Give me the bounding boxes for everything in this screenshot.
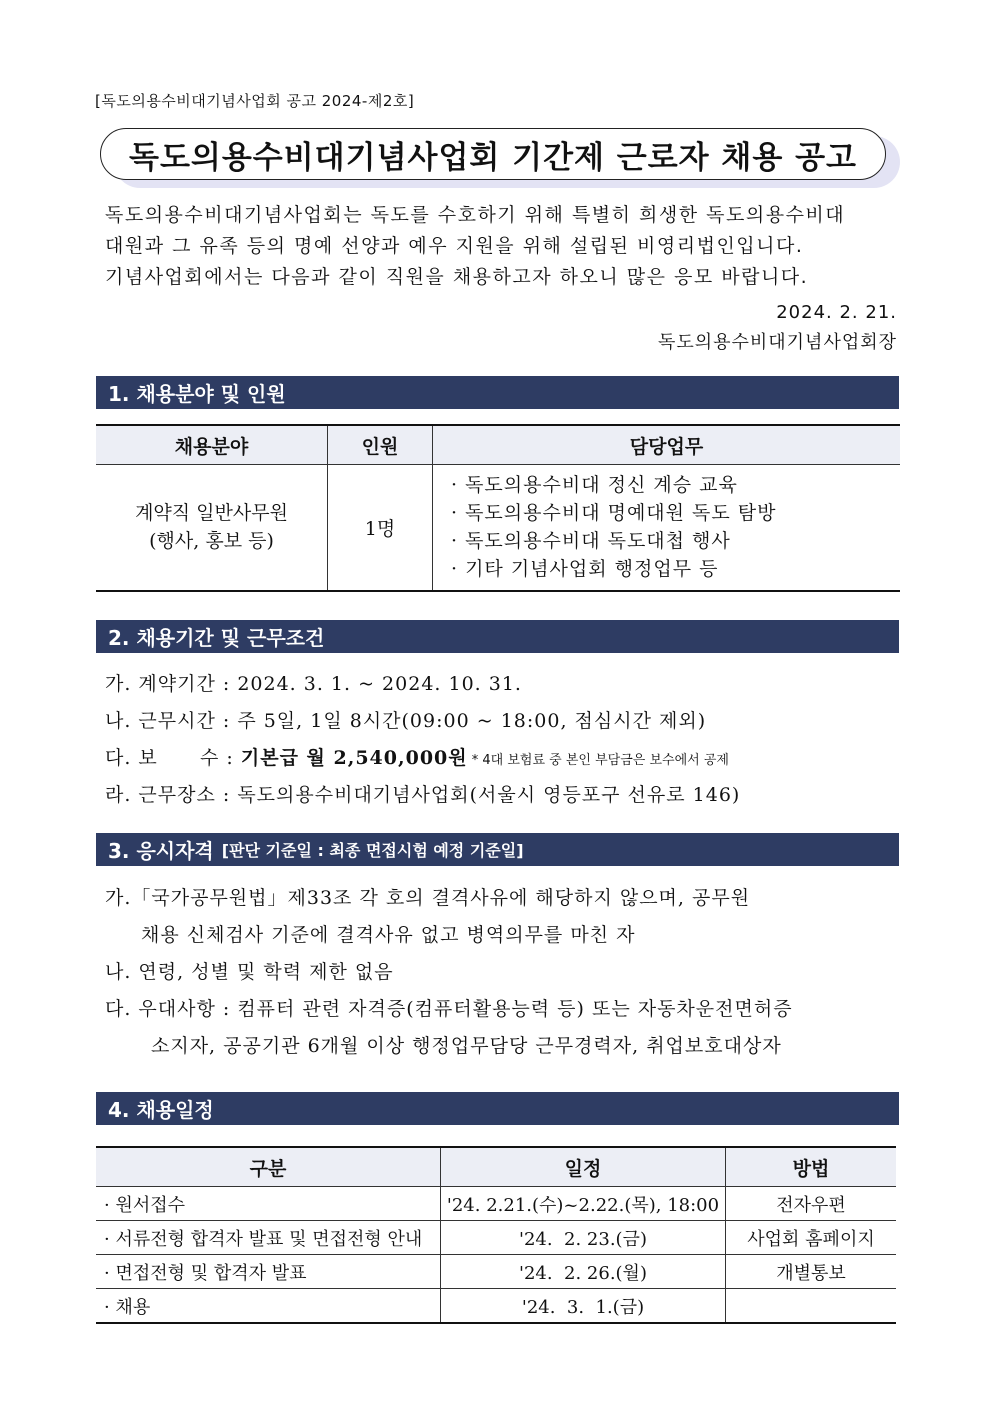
section-title: 2. 채용기간 및 근무조건 [108, 626, 325, 650]
notice-reference: [독도의용수비대기념사업회 공고 2024-제2호] [95, 92, 415, 110]
section-4-header [96, 1092, 899, 1125]
schedule-date: '24. 2. 26.(월) [441, 1255, 726, 1289]
qualification-a: 가.「국가공무원법」제33조 각 호의 결격사유에 해당하지 않으며, 공무원 [105, 887, 751, 909]
schedule-item: · 채용 [96, 1289, 441, 1324]
intro-line: 대원과 그 유족 등의 명예 선양과 예우 지원을 위해 설립된 비영리법인입니다. [105, 235, 804, 257]
section-1-header [96, 376, 899, 409]
section-2-header [96, 620, 899, 653]
section-3-header [96, 833, 899, 866]
schedule-method: 개별통보 [726, 1255, 897, 1289]
duty-item: · 기타 기념사업회 행정업무 등 [451, 558, 719, 581]
header-method: 방법 [726, 1147, 897, 1187]
table-row [96, 1255, 896, 1289]
table-row [96, 1221, 896, 1255]
table-row [96, 1187, 896, 1221]
schedule-date: '24. 2.21.(수)~2.22.(목), 18:00 [441, 1187, 726, 1221]
duty-item: · 독도의용수비대 정신 계승 교육 [451, 474, 738, 497]
count-cell: 1명 [328, 465, 433, 591]
schedule-method [726, 1289, 897, 1324]
field-line: (행사, 홍보 등) [149, 530, 274, 553]
table-row [96, 1289, 896, 1324]
table-header-row [96, 425, 900, 465]
schedule-date: '24. 2. 23.(금) [441, 1221, 726, 1255]
page-title: 독도의용수비대기념사업회 기간제 근로자 채용 공고 [100, 128, 886, 180]
working-hours: 나. 근무시간 : 주 5일, 1일 8시간(09:00 ~ 18:00, 점심시간 제외) [105, 710, 707, 732]
field-cell [96, 465, 328, 591]
qualification-c: 다. 우대사항 : 컴퓨터 관련 자격증(컴퓨터활용능력 등) 또는 자동차운전면허증 [105, 998, 793, 1020]
intro-text [105, 200, 900, 293]
issuer-name: 독도의용수비대기념사업회장 [657, 332, 897, 353]
table-header-row [96, 1147, 896, 1187]
issue-block [658, 298, 897, 358]
duties-cell [433, 465, 901, 591]
header-item: 구분 [96, 1147, 441, 1187]
recruitment-table [96, 424, 900, 592]
header-duties: 담당업무 [433, 425, 901, 465]
schedule-date: '24. 3. 1.(금) [441, 1289, 726, 1324]
duty-item: · 독도의용수비대 명예대원 독도 탐방 [451, 502, 777, 525]
schedule-table [96, 1146, 896, 1324]
qualification-a-cont: 채용 신체검사 기준에 결격사유 없고 병역의무를 마친 자 [141, 924, 636, 946]
schedule-method: 사업회 홈페이지 [726, 1221, 897, 1255]
schedule-method: 전자우편 [726, 1187, 897, 1221]
header-date: 일정 [441, 1147, 726, 1187]
schedule-item: · 원서접수 [96, 1187, 441, 1221]
table-row [96, 465, 900, 591]
issue-date: 2024. 2. 21. [776, 302, 897, 323]
qualifications-list [105, 880, 793, 1065]
section-title: 1. 채용분야 및 인원 [108, 382, 286, 406]
header-field: 채용분야 [96, 425, 328, 465]
section-title: 3. 응시자격 [108, 839, 214, 863]
field-line: 계약직 일반사무원 [135, 502, 288, 525]
salary-label: 다. 보 수 : [105, 747, 241, 769]
title-banner [100, 128, 900, 186]
qualification-c-cont: 소지자, 공공기관 6개월 이상 행정업무담당 근무경력자, 취업보호대상자 [151, 1035, 782, 1057]
schedule-item: · 서류전형 합격자 발표 및 면접전형 안내 [96, 1221, 441, 1255]
schedule-item: · 면접전형 및 합격자 발표 [96, 1255, 441, 1289]
conditions-list [105, 666, 740, 814]
salary-note: * 4대 보험료 중 본인 부담금은 보수에서 공제 [467, 753, 729, 768]
header-count: 인원 [328, 425, 433, 465]
work-place: 라. 근무장소 : 독도의용수비대기념사업회(서울시 영등포구 선유로 146) [105, 784, 741, 806]
duty-item: · 독도의용수비대 독도대첩 행사 [451, 530, 731, 553]
salary-line [105, 740, 740, 777]
intro-line: 기념사업회에서는 다음과 같이 직원을 채용하고자 하오니 많은 응모 바랍니다. [105, 266, 809, 288]
qualification-b: 나. 연령, 성별 및 학력 제한 없음 [105, 961, 394, 983]
section-title: 4. 채용일정 [108, 1098, 214, 1122]
section-subtitle: [판단 기준일 : 최종 면접시험 예정 기준일] [221, 841, 524, 860]
intro-line: 독도의용수비대기념사업회는 독도를 수호하기 위해 특별히 희생한 독도의용수비대 [105, 204, 846, 226]
salary-value: 기본급 월 2,540,000원 [240, 747, 468, 769]
contract-period: 가. 계약기간 : 2024. 3. 1. ~ 2024. 10. 31. [105, 673, 522, 695]
